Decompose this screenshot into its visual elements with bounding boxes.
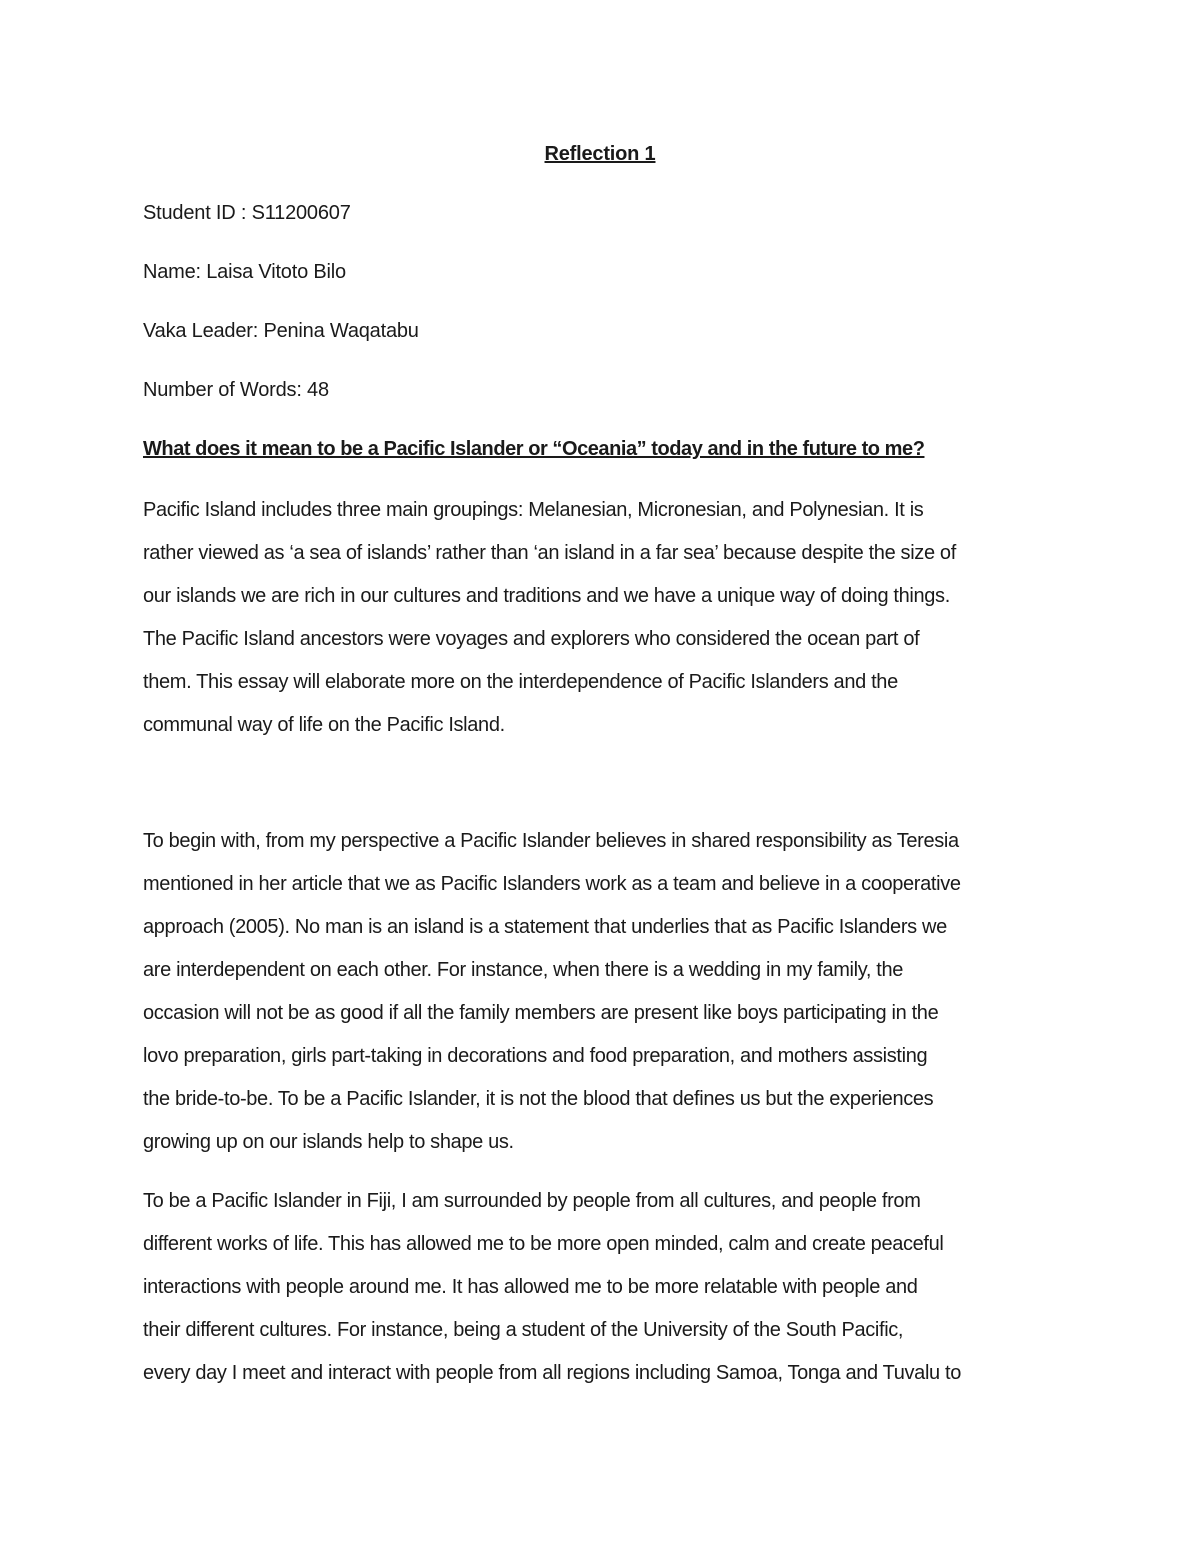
paragraph-line: mentioned in her article that we as Pacific Islanders work as a team and believe in a cooperative xyxy=(143,873,961,895)
paragraph-line: approach (2005). No man is an island is a statement that underlies that as Pacific Islanders we xyxy=(143,916,947,938)
paragraph-shared-responsibility xyxy=(143,827,1063,1171)
paragraph-line: are interdependent on each other. For instance, when there is a wedding in my family, the xyxy=(143,959,904,981)
paragraph-line: interactions with people around me. It has allowed me to be more relatable with people and xyxy=(143,1276,918,1298)
paragraph-line: communal way of life on the Pacific Island. xyxy=(143,714,505,736)
paragraph-line: different works of life. This has allowed me to be more open minded, calm and create peaceful xyxy=(143,1233,944,1255)
student-id-line: Student ID : S11200607 xyxy=(143,202,351,224)
paragraph-line: them. This essay will elaborate more on the interdependence of Pacific Islanders and the xyxy=(143,671,898,693)
paragraph-fiji-experience xyxy=(143,1187,1063,1402)
paragraph-introduction xyxy=(143,496,1063,754)
word-count-line: Number of Words: 48 xyxy=(143,379,329,401)
paragraph-line: occasion will not be as good if all the family members are present like boys participating in the xyxy=(143,1002,939,1024)
paragraph-line: their different cultures. For instance, being a student of the University of the South Pacific, xyxy=(143,1319,904,1341)
essay-question: What does it mean to be a Pacific Islander or “Oceania” today and in the future to me? xyxy=(143,438,925,460)
paragraph-line: every day I meet and interact with people from all regions including Samoa, Tonga and Tuvalu to xyxy=(143,1362,961,1384)
paragraph-line: our islands we are rich in our cultures and traditions and we have a unique way of doing things. xyxy=(143,585,950,607)
document-title: Reflection 1 xyxy=(544,143,656,165)
paragraph-line: lovo preparation, girls part-taking in decorations and food preparation, and mothers assisting xyxy=(143,1045,928,1067)
paragraph-line: Pacific Island includes three main groupings: Melanesian, Micronesian, and Polynesian. It is xyxy=(143,499,924,521)
vaka-leader-line: Vaka Leader: Penina Waqatabu xyxy=(143,320,419,342)
paragraph-line: rather viewed as ‘a sea of islands’ rather than ‘an island in a far sea’ because despite the size of xyxy=(143,542,956,564)
paragraph-line: To be a Pacific Islander in Fiji, I am surrounded by people from all cultures, and people from xyxy=(143,1190,921,1212)
paragraph-line: growing up on our islands help to shape us. xyxy=(143,1131,514,1153)
paragraph-line: The Pacific Island ancestors were voyages and explorers who considered the ocean part of xyxy=(143,628,920,650)
paragraph-line: the bride-to-be. To be a Pacific Islander, it is not the blood that defines us but the experiences xyxy=(143,1088,934,1110)
paragraph-line: To begin with, from my perspective a Pacific Islander believes in shared responsibility as Teresia xyxy=(143,830,959,852)
student-name-line: Name: Laisa Vitoto Bilo xyxy=(143,261,346,283)
